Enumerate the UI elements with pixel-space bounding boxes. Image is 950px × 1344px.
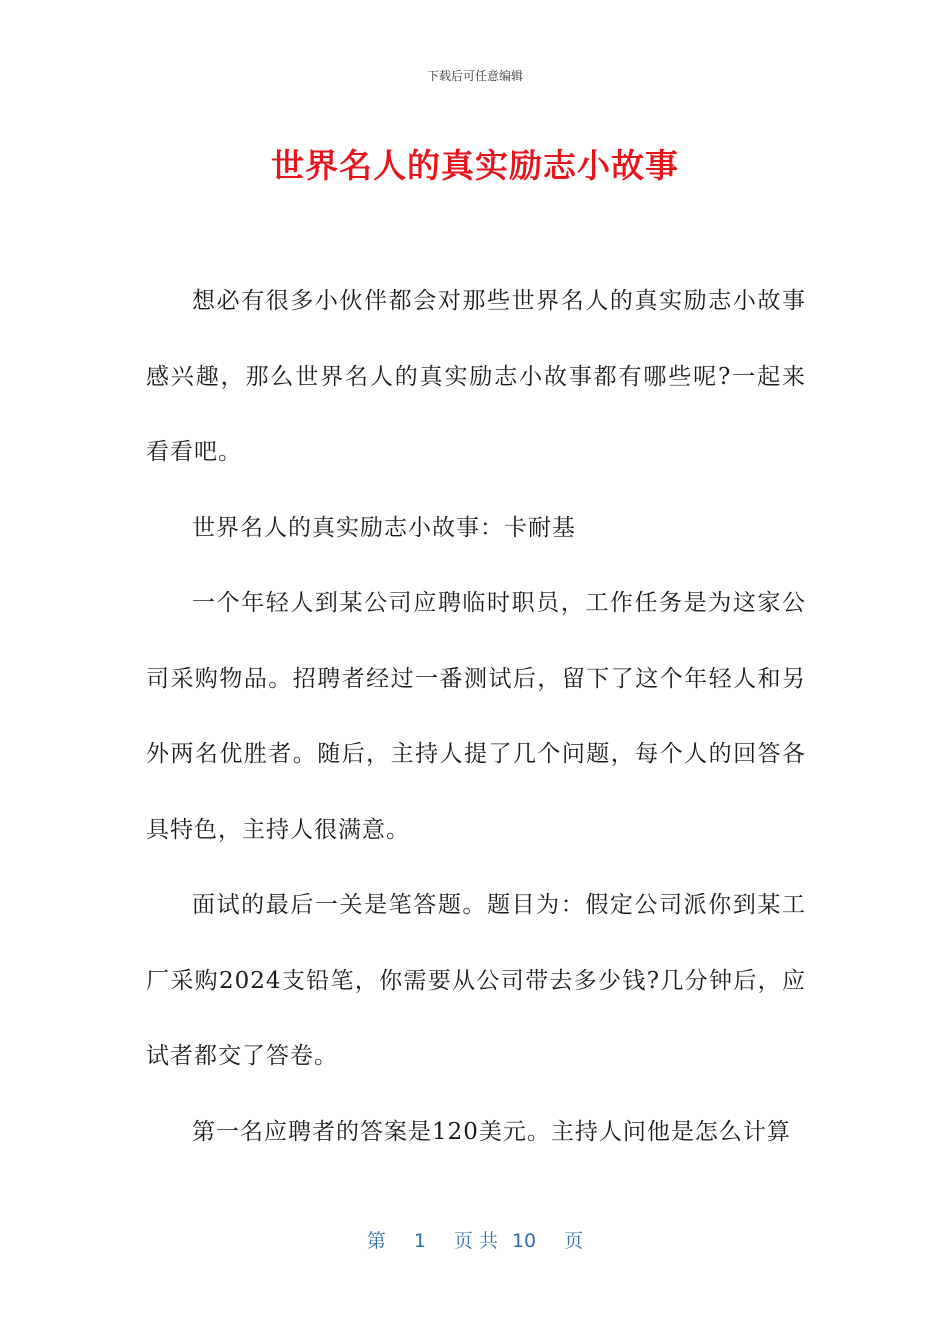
document-title: 世界名人的真实励志小故事 — [271, 146, 679, 185]
header-note: 下载后可任意编辑 — [426, 69, 523, 83]
footer-total-pages: 10 — [511, 1230, 537, 1252]
footer-current-page: 1 — [413, 1230, 426, 1252]
footer-page-suffix: 页 — [564, 1230, 584, 1252]
paragraph-intro: 想必有很多小伙伴都会对那些世界名人的真实励志小故事感兴趣，那么世界名人的真实励志小故事都有哪些呢?一起来看看吧。 — [146, 288, 806, 465]
footer-page-mid: 页 共 — [453, 1230, 498, 1252]
page-footer — [0, 1226, 950, 1253]
footer-page-prefix: 第 — [366, 1230, 386, 1252]
paragraph-story-2: 面试的最后一关是笔答题。题目为：假定公司派你到某工厂采购2024支铅笔，你需要从公司带去多少钱?几分钟后，应试者都交了答卷。 — [146, 892, 806, 1069]
paragraph-subheading: 世界名人的真实励志小故事：卡耐基 — [192, 514, 576, 541]
paragraph-story-1: 一个年轻人到某公司应聘临时职员，工作任务是为这家公司采购物品。招聘者经过一番测试后，留下了这个年轻人和另外两名优胜者。随后，主持人提了几个问题，每个人的回答各具特色，主持人很满意。 — [146, 590, 806, 843]
document-body — [146, 264, 806, 1170]
paragraph-story-3: 第一名应聘者的答案是120美元。主持人问他是怎么计算 — [192, 1118, 791, 1145]
